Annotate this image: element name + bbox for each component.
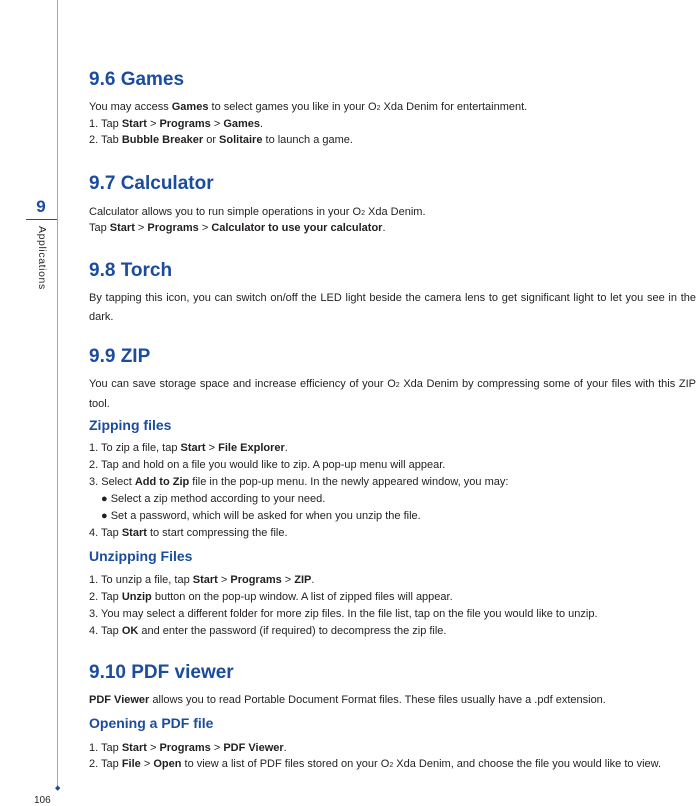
unzipping-step-4: 4. Tap OK and enter the password (if required) to decompress the zip file. (89, 625, 447, 637)
heading-zip: 9.9 ZIP (89, 346, 151, 367)
pdf-intro: PDF Viewer allows you to read Portable Document Format files. These files usually have a .pdf extension. (89, 694, 606, 706)
zipping-step-2: 2. Tap and hold on a file you would like to zip. A pop-up menu will appear. (89, 459, 446, 471)
games-step-1: 1. Tap Start > Programs > Games. (89, 118, 264, 130)
heading-zipping-files: Zipping files (89, 417, 172, 433)
pdf-step-2: 2. Tap File > Open to view a list of PDF files stored on your O2 Xda Denim, and choose the file you would like to view. (89, 758, 662, 770)
heading-pdf-viewer: 9.10 PDF viewer (89, 662, 234, 683)
heading-calculator: 9.7 Calculator (89, 173, 214, 194)
heading-games: 9.6 Games (89, 69, 185, 90)
zipping-step-1: 1. To zip a file, tap Start > File Explorer. (89, 442, 288, 454)
zipping-step-4: 4. Tap Start to start compressing the file. (89, 527, 288, 539)
games-intro: You may access Games to select games you like in your O2 Xda Denim for entertainment. (89, 101, 528, 113)
pdf-step-1: 1. Tap Start > Programs > PDF Viewer. (89, 742, 287, 754)
calculator-intro: Calculator allows you to run simple operations in your O2 Xda Denim. (89, 206, 426, 218)
chapter-number: 9 (36, 197, 46, 216)
unzipping-step-2: 2. Tap Unzip button on the pop-up window. A list of zipped files will appear. (89, 591, 453, 603)
chapter-label: Applications (36, 226, 48, 290)
games-step-2: 2. Tab Bubble Breaker or Solitaire to launch a game. (89, 134, 353, 146)
calculator-step: Tap Start > Programs > Calculator to use your calculator. (89, 222, 386, 234)
heading-unzipping-files: Unzipping Files (89, 548, 193, 564)
chapter-underline (26, 219, 57, 220)
heading-torch: 9.8 Torch (89, 260, 173, 281)
page-marker-icon: ◆ (55, 785, 61, 792)
torch-body: By tapping this icon, you can switch on/off the LED light beside the camera lens to get significant light to let you see in the dark. (89, 292, 696, 323)
unzipping-step-1: 1. To unzip a file, tap Start > Programs > ZIP. (89, 574, 315, 586)
heading-opening-pdf: Opening a PDF file (89, 715, 214, 731)
page-number: 106 (34, 795, 51, 806)
sidebar-divider (57, 0, 58, 786)
zipping-step-3: 3. Select Add to Zip file in the pop-up menu. In the newly appeared window, you may: (89, 476, 509, 488)
zip-intro: You can save storage space and increase efficiency of your O2 Xda Denim by compressing some of your files with this ZIP tool. (89, 378, 696, 410)
unzipping-step-3: 3. You may select a different folder for more zip files. In the file list, tap on the file you would like to unzip. (89, 608, 598, 620)
zipping-bullet-1: ● Select a zip method according to your need. (101, 493, 326, 505)
zipping-bullet-2: ● Set a password, which will be asked for when you unzip the file. (101, 510, 421, 522)
